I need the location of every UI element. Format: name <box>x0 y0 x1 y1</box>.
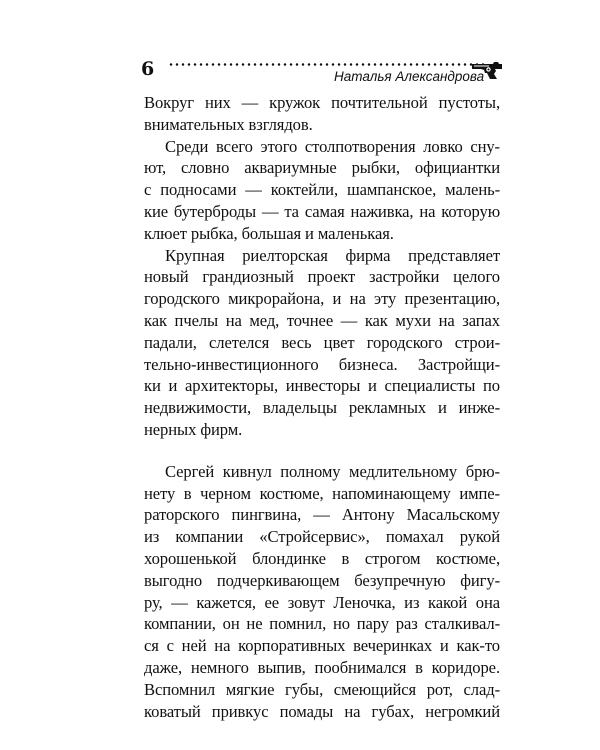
text-line: недвижимости, владельцы рекламных и инже- <box>144 398 500 418</box>
body-text <box>144 92 500 722</box>
running-header <box>141 58 501 88</box>
text-line: Вспомнил мягкие губы, смеющийся рот, слад- <box>144 679 500 699</box>
paragraph <box>144 461 500 723</box>
text-line: даже, немного выпив, пообнимался в коридоре. <box>144 657 500 677</box>
page-number: 6 <box>141 58 155 80</box>
text-line: из компании «Стройсервис», помахал рукой <box>144 527 500 547</box>
text-line: клюет рыбка, большая и маленькая. <box>144 223 394 243</box>
text-line: ся с ней на корпоративных вечеринках и как-то <box>144 636 500 656</box>
text-line: Среди всего этого столпотворения ловко сну- <box>165 136 500 156</box>
text-line: как пчелы на мед, точнее — как мухи на запах <box>144 310 500 330</box>
revolver-icon <box>471 60 503 80</box>
text-line: кие бутерброды — та самая наживка, на которую <box>144 201 500 221</box>
text-line: падали, слетелся весь цвет городского строи- <box>144 332 500 352</box>
text-line: тельно-инвестиционного бизнеса. Застройщи- <box>144 354 500 374</box>
text-line: ру, — кажется, ее зовут Леночка, из какой она <box>144 592 500 612</box>
section-break <box>144 441 500 461</box>
text-line: хорошенькой блондинке в строгом костюме, <box>144 548 500 568</box>
text-line: городского микрорайона, и на эту презентацию, <box>144 289 500 309</box>
text-line: выгодно подчеркивающем безупречную фигу- <box>144 570 500 590</box>
text-line: Сергей кивнул полному медлительному брю- <box>165 461 500 481</box>
text-line: нету в черном костюме, напоминающему импе- <box>144 483 500 503</box>
paragraph <box>144 136 500 245</box>
text-line: нерных фирм. <box>144 419 243 439</box>
text-line: ки и архитекторы, инвесторы и специалисты по <box>144 376 500 396</box>
text-line: Вокруг них — кружок почтительной пустоты, <box>144 93 500 112</box>
leader-dots <box>168 62 486 67</box>
paragraph <box>144 92 500 136</box>
text-line: новый грандиозный проект застройки целого <box>144 267 500 287</box>
text-line: ют, словно аквариумные рыбки, официантки <box>144 158 500 178</box>
text-line: внимательных взглядов. <box>144 114 313 134</box>
paragraph <box>144 245 500 441</box>
text-line: раторского пингвина, — Антону Масальскому <box>144 505 500 525</box>
text-line: компании, он не помнил, но пару раз сталкивал- <box>144 614 500 634</box>
text-line: с подносами — коктейли, шампанское, малень- <box>144 180 500 200</box>
author-name: Наталья Александрова <box>334 69 485 84</box>
text-line: коватый привкус помады на губах, негромкий <box>144 701 500 721</box>
text-line: Крупная риелторская фирма представляет <box>165 245 500 265</box>
